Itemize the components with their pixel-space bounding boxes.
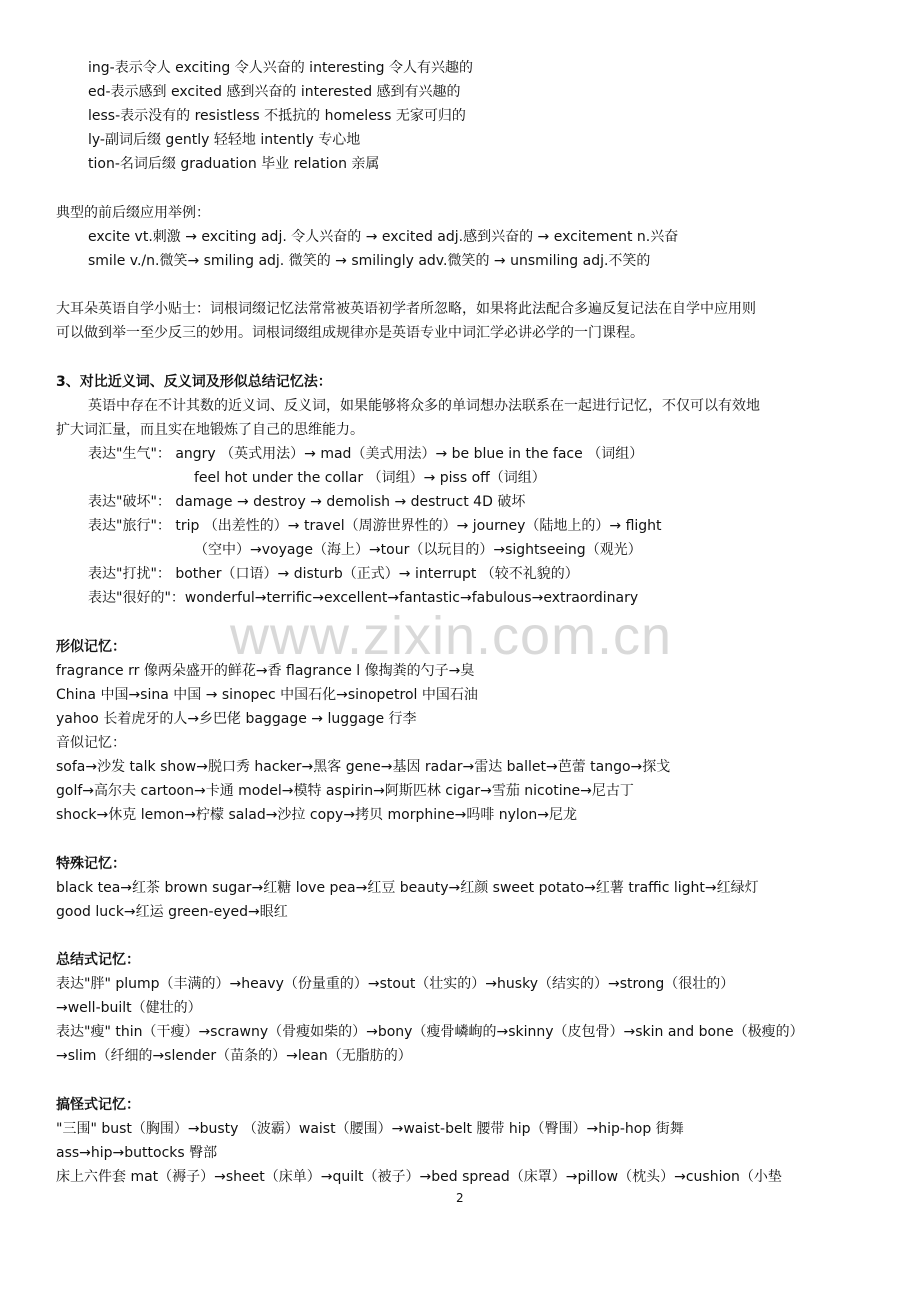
affix-line-ing: ing-表示令人 exciting 令人兴奋的 interesting 令人有兴趣的	[88, 60, 473, 76]
summary-thin-line: 表达"瘦" thin（干瘦）→scrawny（骨瘦如柴的）→bony（瘦骨嶙峋的→skinny（皮包骨）→skin and bone（极瘦的）	[56, 1024, 804, 1040]
page-number: 2	[456, 1191, 464, 1205]
summary-heading: 总结式记忆：	[56, 952, 140, 968]
example-line: smile v./n.微笑→ smiling adj. 微笑的 → smilingly adv.微笑的 → unsmiling adj.不笑的	[88, 253, 651, 269]
summary-fat-continued: →well-built（健壮的）	[56, 1000, 202, 1016]
tip-line: 大耳朵英语自学小贴士：词根词缀记忆法常常被英语初学者所忽略，如果将此法配合多遍反复记法在自学中应用则	[56, 301, 756, 317]
shape-line: yahoo 长着虎牙的人→乡巴佬 baggage → luggage 行李	[56, 711, 417, 727]
funny-heading: 搞怪式记忆：	[56, 1097, 140, 1113]
funny-line: 床上六件套 mat（褥子）→sheet（床单）→quilt（被子）→bed spread（床罩）→pillow（枕头）→cushion（小垫	[56, 1169, 782, 1185]
section3-intro-line: 英语中存在不计其数的近义词、反义词，如果能够将众多的单词想办法联系在一起进行记忆，不仅可以有效地	[88, 398, 760, 414]
sound-heading: 音似记忆：	[56, 735, 126, 751]
summary-fat-line: 表达"胖" plump（丰满的）→heavy（份量重的）→stout（壮实的）→husky（结实的）→strong（很壮的）	[56, 976, 735, 992]
examples-heading: 典型的前后缀应用举例：	[56, 205, 210, 221]
sound-line: shock→休克 lemon→柠檬 salad→沙拉 copy→拷贝 morphine→吗啡 nylon→尼龙	[56, 807, 577, 823]
shape-line: China 中国→sina 中国 → sinopec 中国石化→sinopetrol 中国石油	[56, 687, 478, 703]
special-line: black tea→红茶 brown sugar→红糖 love pea→红豆 beauty→红颜 sweet potato→红薯 traffic light→红绿灯	[56, 880, 759, 896]
synonym-bother-line: 表达"打扰"： bother（口语）→ disturb（正式）→ interrupt （较不礼貌的）	[88, 566, 579, 582]
summary-thin-continued: →slim（纤细的→slender（苗条的）→lean（无脂肪的）	[56, 1048, 412, 1064]
sound-line: golf→高尔夫 cartoon→卡通 model→模特 aspirin→阿斯匹林 cigar→雪茄 nicotine→尼古丁	[56, 783, 634, 799]
synonym-travel-line: 表达"旅行"： trip （出差性的）→ travel（周游世界性的）→ journey（陆地上的）→ flight	[88, 518, 662, 534]
affix-line-tion: tion-名词后缀 graduation 毕业 relation 亲属	[88, 156, 380, 172]
special-line: good luck→红运 green-eyed→眼红	[56, 904, 288, 920]
affix-line-less: less-表示没有的 resistless 不抵抗的 homeless 无家可归的	[88, 108, 466, 124]
special-heading: 特殊记忆：	[56, 856, 126, 872]
funny-line: "三围" bust（胸围）→busty （波霸）waist（腰围）→waist-belt 腰带 hip（臀围）→hip-hop 街舞	[56, 1121, 684, 1137]
synonym-good-line: 表达"很好的"：wonderful→terrific→excellent→fantastic→fabulous→extraordinary	[88, 590, 639, 606]
tip-line: 可以做到举一至少反三的妙用。词根词缀组成规律亦是英语专业中词汇学必讲必学的一门课程。	[56, 325, 644, 341]
synonym-destroy-line: 表达"破坏"： damage → destroy → demolish → destruct 4D 破坏	[88, 494, 526, 510]
example-line: excite vt.刺激 → exciting adj. 令人兴奋的 → excited adj.感到兴奋的 → excitement n.兴奋	[88, 229, 679, 245]
synonym-angry-continued: feel hot under the collar （词组）→ piss off（词组）	[194, 470, 546, 486]
synonym-travel-continued: （空中）→voyage（海上）→tour（以玩目的）→sightseeing（观光）	[194, 542, 642, 558]
watermark: www.zixin.com.cn	[230, 606, 673, 666]
affix-line-ed: ed-表示感到 excited 感到兴奋的 interested 感到有兴趣的	[88, 84, 461, 100]
affix-line-ly: ly-副词后缀 gently 轻轻地 intently 专心地	[88, 132, 361, 148]
shape-line: fragrance rr 像两朵盛开的鲜花→香 flagrance l 像掏粪的勺子→臭	[56, 663, 475, 679]
section3-heading: 3、对比近义词、反义词及形似总结记忆法：	[56, 374, 332, 390]
sound-line: sofa→沙发 talk show→脱口秀 hacker→黑客 gene→基因 radar→雷达 ballet→芭蕾 tango→探戈	[56, 759, 671, 775]
shape-heading: 形似记忆：	[56, 639, 126, 655]
synonym-angry-line: 表达"生气"： angry （英式用法）→ mad（美式用法）→ be blue in the face （词组）	[88, 446, 644, 462]
funny-line: ass→hip→buttocks 臀部	[56, 1145, 218, 1161]
section3-intro-line: 扩大词汇量，而且实在地锻炼了自己的思维能力。	[56, 422, 364, 438]
